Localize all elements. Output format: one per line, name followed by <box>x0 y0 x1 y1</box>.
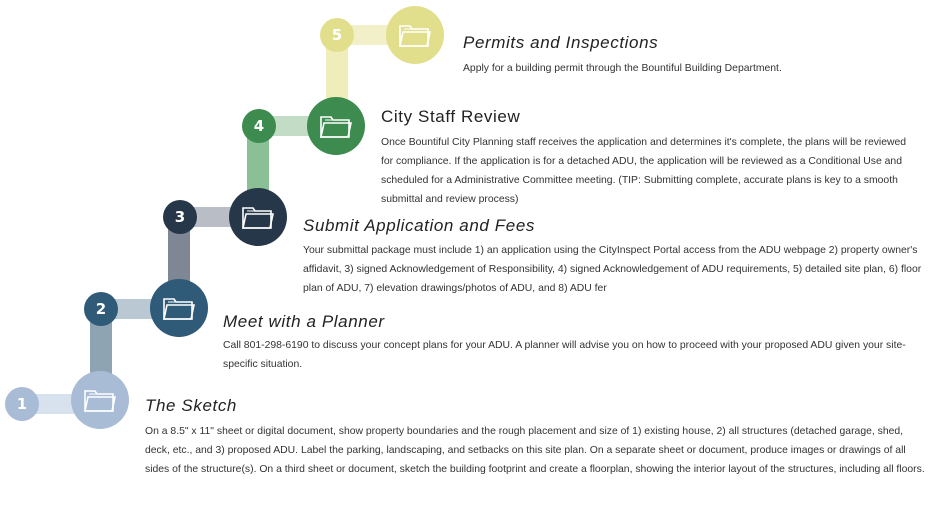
step-3-number-circle <box>163 200 197 234</box>
step-5-number: 5 <box>331 26 343 44</box>
step-5-folder-icon <box>386 6 444 64</box>
folder-icon <box>83 386 117 414</box>
step-5-number-circle <box>320 18 354 52</box>
step-1-folder-icon <box>71 371 129 429</box>
step-1-number: 1 <box>16 395 28 413</box>
step-2-description: Call 801-298-6190 to discuss your concept plans for your ADU. A planner will advise you on how to proceed with your proposed ADU given your site-specific situation. <box>223 340 906 370</box>
step-3-description: Your submittal package must include 1) an application using the CityInspect Portal access from the ADU webpage 2) property owner's affidavit, 3) signed Acknowledgement of Responsibility, 4) signed Acknowledgement of ADU requirements, 5) detailed site plan, 6) floor plan of ADU, 7) elevation drawings/photos of ADU, and 8) ADU fer <box>303 245 922 294</box>
folder-icon <box>398 21 432 49</box>
step-1-title: The Sketch <box>145 396 237 415</box>
step-4-title: City Staff Review <box>381 107 521 126</box>
step-4-description: Once Bountiful City Planning staff receives the application and determines it's complete, the plans will be reviewed for compliance. If the application is for a detached ADU, the application will be reviewed as a Conditional Use and scheduled for a Administrative Committee meeting. (TIP: Submitting complete, accurate plans is key to a smooth submittal and review process) <box>381 137 907 205</box>
step-3-folder-icon <box>229 188 287 246</box>
step-3-title: Submit Application and Fees <box>303 216 535 235</box>
step-5-title: Permits and Inspections <box>463 33 659 52</box>
folder-icon <box>162 294 196 322</box>
folder-icon <box>319 112 353 140</box>
step-1-number-circle <box>5 387 39 421</box>
step-2-folder-icon <box>150 279 208 337</box>
step-2-title: Meet with a Planner <box>223 312 385 331</box>
step-4-number: 4 <box>253 117 265 135</box>
step-4-folder-icon <box>307 97 365 155</box>
step-2-number: 2 <box>95 300 107 318</box>
step-3-number: 3 <box>174 208 186 226</box>
step-5-description: Apply for a building permit through the Bountiful Building Department. <box>463 63 782 74</box>
step-2-number-circle <box>84 292 118 326</box>
step-1-description: On a 8.5" x 11" sheet or digital document, show property boundaries and the rough placement and size of 1) existing house, 2) all structures (detached garage, shed, deck, etc., and 3) proposed ADU. Label the parking, landscaping, and setbacks on this site plan. On a separate sheet or document, produce images or drawings of all sides of the structure(s). On a third sheet or document, sketch the building footprint and create a floorplan, showing the interior layout of the structures, including all floors. <box>145 426 925 475</box>
step-4-number-circle <box>242 109 276 143</box>
folder-icon <box>241 203 275 231</box>
